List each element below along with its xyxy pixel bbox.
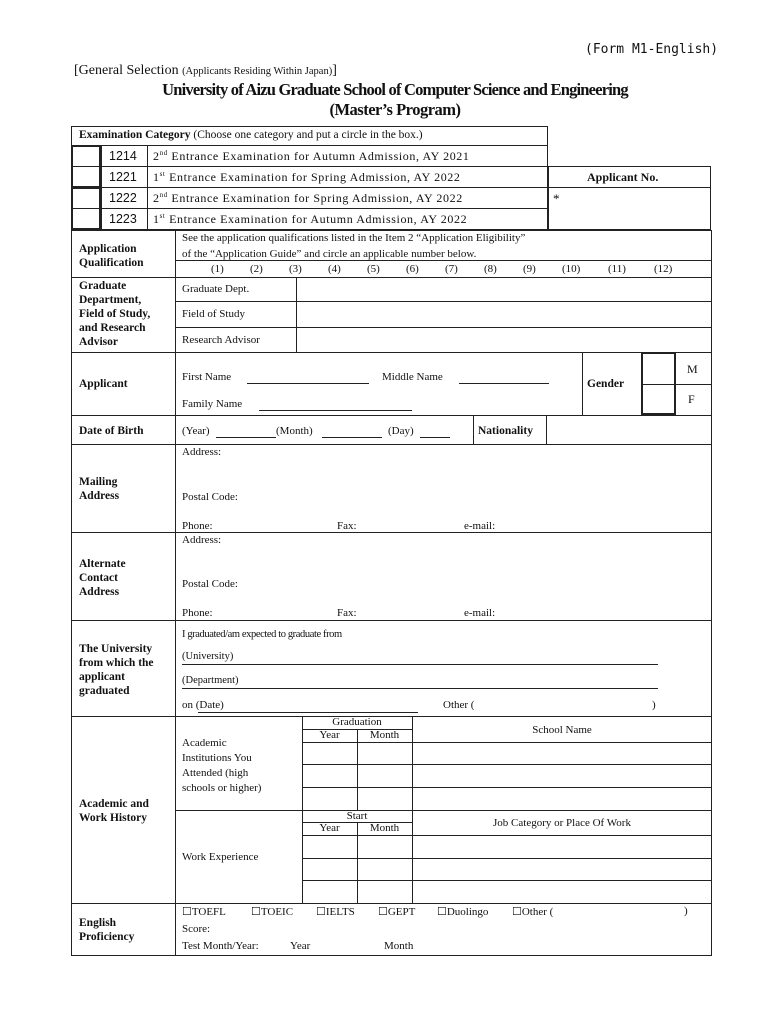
- alternate-label: Alternate Contact Address: [79, 558, 126, 598]
- page-subtitle: (Master’s Program): [329, 100, 461, 119]
- qualification-number[interactable]: (4): [328, 263, 341, 275]
- dob-year-label: (Year): [182, 425, 210, 437]
- graduation-date-label: on (Date): [182, 699, 224, 711]
- family-name-label: Family Name: [182, 398, 243, 410]
- qualification-label: Application Qualification: [79, 243, 144, 269]
- university-intro: I graduated/am expected to graduate from: [182, 629, 342, 640]
- gender-label: Gender: [587, 378, 625, 390]
- qualification-number[interactable]: (6): [406, 263, 419, 275]
- first-name-field[interactable]: [247, 383, 369, 384]
- family-name-field[interactable]: [259, 410, 412, 411]
- dob-day-field[interactable]: [420, 437, 450, 438]
- qualification-number[interactable]: (9): [523, 263, 536, 275]
- exam-code: 1214: [109, 149, 137, 163]
- university-label: The University from which the applicant graduated: [79, 643, 154, 697]
- page-title: University of Aizu Graduate School of Computer Science and Engineering: [162, 80, 628, 99]
- applicant-no-mark: *: [553, 191, 560, 206]
- dob-month-label: (Month): [276, 425, 313, 437]
- score-label: Score:: [182, 923, 211, 935]
- qualification-number[interactable]: (8): [484, 263, 497, 275]
- applicant-no-label: Applicant No.: [587, 170, 659, 184]
- start-month-header: Month: [369, 822, 400, 834]
- alternate-address-label: Address:: [182, 534, 222, 546]
- ielts-checkbox[interactable]: ☐IELTS: [316, 906, 355, 918]
- exam-option-text: 2nd Entrance Examination for Spring Admission, AY 2022: [153, 191, 463, 205]
- graduate-dept-label: Graduate Dept.: [182, 283, 250, 295]
- exam-option-text: 1st Entrance Examination for Autumn Admission, AY 2022: [153, 212, 468, 226]
- english-label: English Proficiency: [79, 917, 135, 943]
- qualification-number[interactable]: (1): [211, 263, 224, 275]
- other-test-close: ): [684, 905, 688, 917]
- university-other-close: ): [652, 699, 656, 711]
- nationality-label: Nationality: [478, 425, 533, 437]
- first-name-label: First Name: [182, 371, 232, 383]
- work-experience-label: Work Experience: [182, 851, 259, 863]
- alternate-phone-label: Phone:: [182, 607, 213, 619]
- exam-option-text: 2nd Entrance Examination for Autumn Admission, AY 2021: [153, 149, 470, 163]
- university-other-label: Other (: [443, 699, 475, 711]
- qualification-number[interactable]: (7): [445, 263, 458, 275]
- checkbox-1222-1223[interactable]: [71, 187, 101, 230]
- gept-checkbox[interactable]: ☐GEPT: [378, 906, 416, 918]
- university-dept-label: (Department): [182, 675, 239, 686]
- university-dept-field[interactable]: [182, 688, 658, 689]
- dob-year-field[interactable]: [216, 437, 276, 438]
- exam-category-header: Examination Category (Choose one category and put a circle in the box.): [79, 129, 423, 141]
- qualification-number[interactable]: (11): [608, 263, 626, 275]
- academic-institutions-label: Academic Institutions You Attended (high schools or higher): [182, 737, 262, 794]
- dob-month-field[interactable]: [322, 437, 382, 438]
- dob-label: Date of Birth: [79, 425, 144, 437]
- gender-f: F: [688, 392, 695, 406]
- start-header: Start: [346, 810, 368, 822]
- alternate-email-label: e-mail:: [464, 607, 496, 619]
- test-date-label: Test Month/Year:: [182, 940, 259, 952]
- alternate-fax-label: Fax:: [337, 607, 357, 619]
- graduate-dept-field[interactable]: [297, 278, 711, 300]
- school-name-header: School Name: [532, 724, 592, 736]
- dob-day-label: (Day): [388, 425, 414, 437]
- exam-code: 1223: [109, 212, 137, 226]
- applicant-label: Applicant: [79, 378, 128, 390]
- mailing-fax-label: Fax:: [337, 520, 357, 532]
- history-label: Academic and Work History: [79, 798, 149, 824]
- qualification-number[interactable]: (10): [562, 263, 581, 275]
- university-name-field[interactable]: [182, 664, 658, 665]
- exam-option-text: 1st Entrance Examination for Spring Admission, AY 2022: [153, 170, 461, 184]
- selection-heading: [General Selection (Applicants Residing Within Japan)]: [74, 63, 337, 78]
- middle-name-label: Middle Name: [382, 371, 443, 383]
- qualification-number[interactable]: (12): [654, 263, 673, 275]
- mailing-email-label: e-mail:: [464, 520, 496, 532]
- toeic-checkbox[interactable]: ☐TOEIC: [251, 906, 294, 918]
- qualification-number[interactable]: (5): [367, 263, 380, 275]
- field-of-study-field[interactable]: [297, 302, 711, 326]
- exam-code: 1221: [109, 170, 137, 184]
- other-test-checkbox[interactable]: ☐Other (: [512, 906, 554, 918]
- graduation-month-header: Month: [369, 729, 400, 741]
- mailing-phone-label: Phone:: [182, 520, 213, 532]
- test-year-label: Year: [290, 940, 311, 952]
- duolingo-checkbox[interactable]: ☐Duolingo: [437, 906, 489, 918]
- qualification-number[interactable]: (3): [289, 263, 302, 275]
- mailing-label: Mailing Address: [79, 476, 120, 502]
- middle-name-field[interactable]: [459, 383, 549, 384]
- qualification-number[interactable]: (2): [250, 263, 263, 275]
- form-id: (Form M1-English): [585, 42, 719, 57]
- graduation-header: Graduation: [332, 716, 382, 728]
- mailing-address-label: Address:: [182, 446, 222, 458]
- alternate-postal-label: Postal Code:: [182, 578, 238, 590]
- exam-code: 1222: [109, 191, 137, 205]
- checkbox-1214-1221[interactable]: [71, 145, 101, 188]
- job-category-header: Job Category or Place Of Work: [493, 817, 631, 829]
- research-advisor-label: Research Advisor: [182, 334, 260, 346]
- nationality-field[interactable]: [547, 416, 711, 443]
- test-month-label: Month: [384, 940, 414, 952]
- field-of-study-label: Field of Study: [182, 308, 245, 320]
- graduation-date-field[interactable]: [198, 712, 418, 713]
- start-year-header: Year: [319, 822, 340, 834]
- university-name-label: (University): [182, 651, 234, 662]
- gender-m: M: [687, 362, 698, 376]
- mailing-postal-label: Postal Code:: [182, 491, 238, 503]
- qualification-text-1: See the application qualifications listed in the Item 2 “Application Eligibility”: [182, 232, 526, 244]
- toefl-checkbox[interactable]: ☐TOEFL: [182, 906, 226, 918]
- research-advisor-field[interactable]: [297, 328, 711, 351]
- graduation-year-header: Year: [319, 729, 340, 741]
- department-label: Graduate Department, Field of Study, and Research Advisor: [79, 280, 151, 348]
- qualification-text-2: of the “Application Guide” and circle an applicable number below.: [182, 248, 477, 260]
